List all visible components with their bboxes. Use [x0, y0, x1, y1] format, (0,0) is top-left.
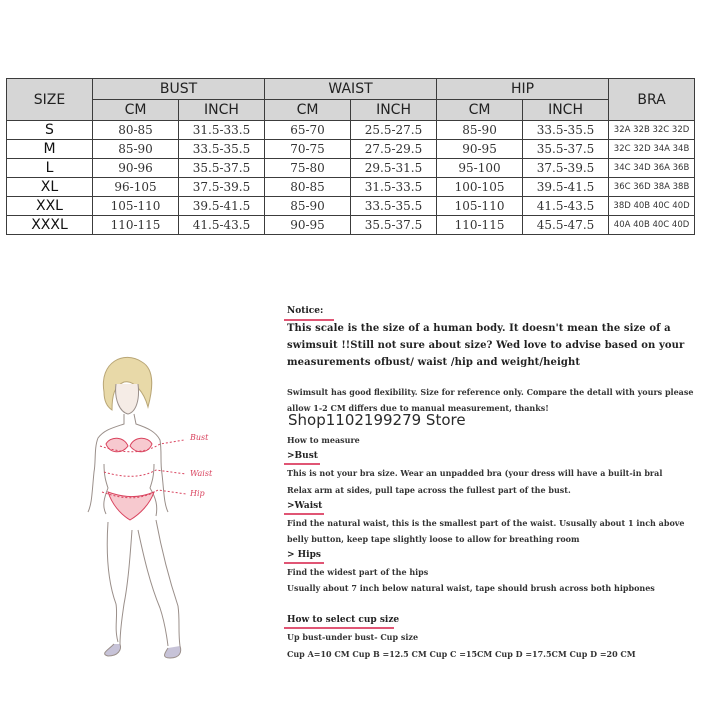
bust-cm-cell: 85-90 — [93, 140, 179, 159]
bust-cm-header: CM — [93, 100, 179, 121]
hips-heading: > Hips — [287, 550, 321, 560]
measurement-figure-illustration — [64, 352, 264, 662]
flexibility-line-1: Swimsult has good flexibility. Size for reference only. Compare the detall with yours please — [287, 387, 694, 397]
hip-inch-cell: 41.5-43.5 — [523, 197, 609, 216]
bust-inch-cell: 35.5-37.5 — [179, 159, 265, 178]
hip-inch-cell: 33.5-35.5 — [523, 121, 609, 140]
waist-underline — [284, 513, 324, 515]
hip-inch-cell: 37.5-39.5 — [523, 159, 609, 178]
bust-header: BUST — [93, 79, 265, 100]
table-row — [7, 159, 720, 178]
hip-cm-cell: 95-100 — [437, 159, 523, 178]
waist-inch-cell: 33.5-35.5 — [351, 197, 437, 216]
store-watermark: Shop1102199279 Store — [288, 411, 466, 429]
bust-line-2: Relax arm at sides, pull tape across the fullest part of the bust. — [287, 485, 571, 495]
waist-measure-line — [104, 470, 186, 476]
waist-cm-header: CM — [265, 100, 351, 121]
waist-inch-cell: 29.5-31.5 — [351, 159, 437, 178]
bust-underline — [284, 463, 320, 465]
table-row — [7, 140, 720, 159]
size-chart-table — [6, 78, 720, 235]
waist-heading: >Waist — [287, 501, 323, 511]
waist-inch-header: INCH — [351, 100, 437, 121]
bust-label: Bust — [190, 433, 209, 442]
waist-inch-cell: 35.5-37.5 — [351, 216, 437, 235]
hip-cm-cell: 90-95 — [437, 140, 523, 159]
hip-inch-cell: 35.5-37.5 — [523, 140, 609, 159]
notice-line-1: This scale is the size of a human body. It doesn't mean the size of a — [287, 323, 671, 334]
hips-line-2: Usually about 7 inch below natural waist, tape should brush across both hipbones — [287, 583, 655, 593]
waist-label: Waist — [190, 469, 213, 478]
size-cell: L — [7, 159, 93, 178]
bust-heading: >Bust — [287, 451, 318, 461]
hip-cm-cell: 105-110 — [437, 197, 523, 216]
hip-header: HIP — [437, 79, 609, 100]
bra-cell: 36C 36D 38A 38B — [609, 178, 695, 197]
bust-inch-cell: 37.5-39.5 — [179, 178, 265, 197]
notice-heading: Notice: — [287, 306, 324, 316]
bust-cm-cell: 105-110 — [93, 197, 179, 216]
size-cell: XXXL — [7, 216, 93, 235]
bust-inch-cell: 33.5-35.5 — [179, 140, 265, 159]
cup-size-heading: How to select cup size — [287, 615, 400, 625]
size-header: SIZE — [7, 79, 93, 121]
waist-cm-cell: 80-85 — [265, 178, 351, 197]
waist-cm-cell: 75-80 — [265, 159, 351, 178]
figure-face — [116, 384, 139, 414]
bra-cell: 32C 32D 34A 34B — [609, 140, 695, 159]
hips-line-1: Find the widest part of the hips — [287, 567, 429, 577]
hip-label: Hip — [190, 489, 205, 498]
bra-cell: 40A 40B 40C 40D — [609, 216, 695, 235]
bust-inch-cell: 39.5-41.5 — [179, 197, 265, 216]
bra-header: BRA — [609, 79, 695, 121]
hip-inch-cell: 39.5-41.5 — [523, 178, 609, 197]
waist-header: WAIST — [265, 79, 437, 100]
waist-cm-cell: 70-75 — [265, 140, 351, 159]
hip-cm-header: CM — [437, 100, 523, 121]
size-cell: XL — [7, 178, 93, 197]
notice-line-3: measurements ofbust/ waist /hip and weight/height — [287, 357, 581, 368]
cup-line-2: Cup A=10 CM Cup B =12.5 CM Cup C =15CM Cup D =17.5CM Cup D =20 CM — [287, 649, 636, 659]
size-cell: XXL — [7, 197, 93, 216]
hip-cm-cell: 110-115 — [437, 216, 523, 235]
hip-inch-header: INCH — [523, 100, 609, 121]
hips-underline — [284, 562, 324, 564]
bust-inch-cell: 41.5-43.5 — [179, 216, 265, 235]
waist-inch-cell: 27.5-29.5 — [351, 140, 437, 159]
hip-cm-cell: 100-105 — [437, 178, 523, 197]
bra-cell: 38D 40B 40C 40D — [609, 197, 695, 216]
size-cell: S — [7, 121, 93, 140]
bust-inch-header: INCH — [179, 100, 265, 121]
figure-legs — [107, 520, 180, 646]
flexibility-line-2: allow 1-2 CM differs due to manual measurement, thanks! — [287, 403, 549, 413]
bust-cm-cell: 90-96 — [93, 159, 179, 178]
waist-inch-cell: 25.5-27.5 — [351, 121, 437, 140]
size-cell: M — [7, 140, 93, 159]
cup-line-1: Up bust-under bust- Cup size — [287, 632, 419, 642]
notice-line-2: swimsuit !!Still not sure about size? Wed love to advise based on your — [287, 340, 685, 351]
waist-inch-cell: 31.5-33.5 — [351, 178, 437, 197]
hip-cm-cell: 85-90 — [437, 121, 523, 140]
waist-cm-cell: 90-95 — [265, 216, 351, 235]
table-row — [7, 121, 720, 140]
waist-cm-cell: 85-90 — [265, 197, 351, 216]
table-row — [7, 216, 720, 235]
hip-inch-cell: 45.5-47.5 — [523, 216, 609, 235]
bra-cell: 32A 32B 32C 32D — [609, 121, 695, 140]
table-row — [7, 197, 720, 216]
bust-cm-cell: 80-85 — [93, 121, 179, 140]
bust-cm-cell: 110-115 — [93, 216, 179, 235]
bra-cell: 34C 34D 36A 36B — [609, 159, 695, 178]
waist-cm-cell: 65-70 — [265, 121, 351, 140]
waist-line-2: belly button, keep tape slightly loose to allow for breathing room — [287, 534, 580, 544]
bust-inch-cell: 31.5-33.5 — [179, 121, 265, 140]
notice-underline — [284, 319, 334, 321]
how-to-measure: How to measure — [287, 435, 360, 445]
bust-cm-cell: 96-105 — [93, 178, 179, 197]
cup-size-underline — [284, 627, 394, 629]
table-row — [7, 178, 720, 197]
waist-line-1: Find the natural waist, this is the smallest part of the waist. Ususally about 1 inch above — [287, 518, 685, 528]
bust-line-1: This is not your bra size. Wear an unpadded bra (your dress will have a built-in bral — [287, 468, 663, 478]
